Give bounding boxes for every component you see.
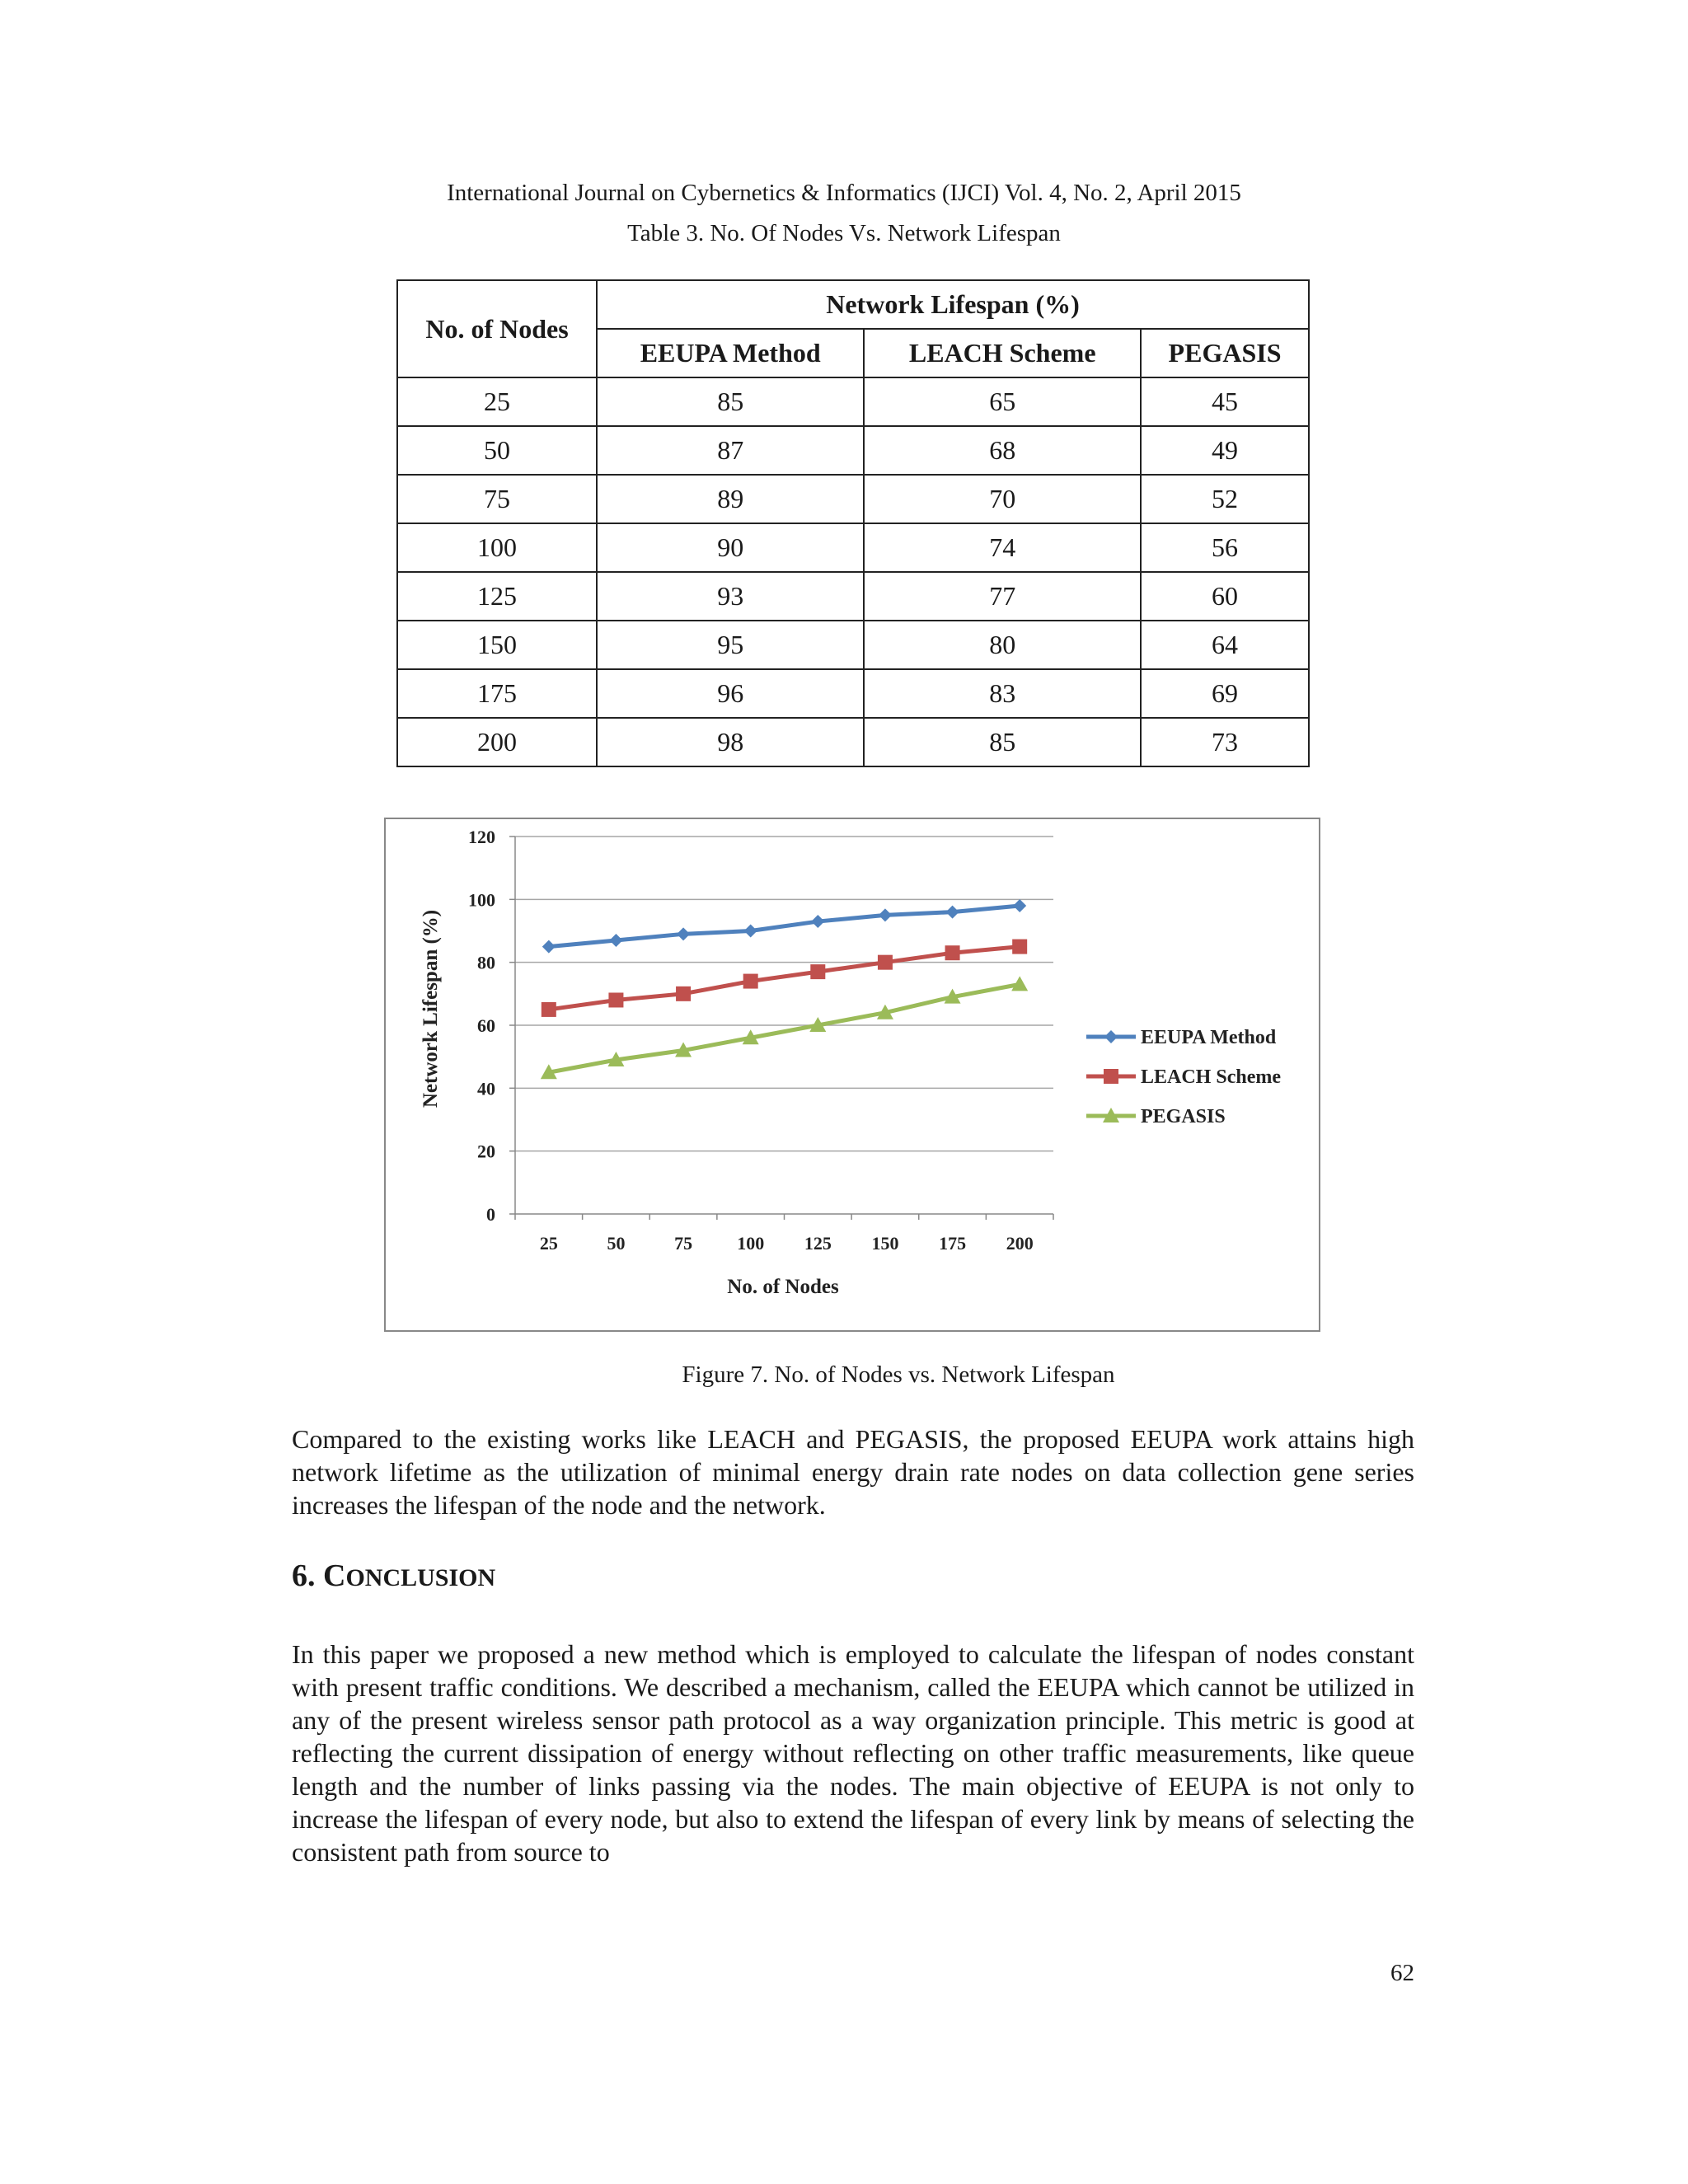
y-tick-label: 20 — [477, 1141, 495, 1162]
table-cell: 83 — [864, 669, 1141, 718]
table-row — [397, 572, 1309, 621]
legend-label: LEACH Scheme — [1141, 1066, 1281, 1088]
x-tick-label: 50 — [607, 1233, 626, 1254]
table-cell: 73 — [1141, 718, 1309, 766]
y-axis-label: Network Lifespan (%) — [420, 909, 442, 1108]
y-tick-label: 60 — [477, 1015, 495, 1036]
table-cell: 85 — [864, 718, 1141, 766]
data-point — [744, 925, 757, 938]
table-cell: 50 — [397, 426, 597, 475]
data-point — [542, 1002, 556, 1017]
table-row — [397, 523, 1309, 572]
data-point — [542, 940, 556, 954]
table-row — [397, 621, 1309, 669]
legend-item — [1086, 1027, 1277, 1048]
x-tick-label: 75 — [674, 1233, 693, 1254]
table-row — [397, 377, 1309, 426]
chart-figure — [384, 818, 1320, 1332]
table-row — [397, 475, 1309, 523]
legend-label: PEGASIS — [1141, 1106, 1226, 1127]
section-heading-number: 6. C — [292, 1558, 346, 1593]
y-tick-label: 120 — [468, 827, 495, 847]
figure-caption: Figure 7. No. of Nodes vs. Network Lifespan — [682, 1361, 1115, 1388]
table-cell: 77 — [864, 572, 1141, 621]
section-heading-conclusion — [292, 1558, 495, 1594]
data-point — [945, 945, 960, 960]
body-paragraph-1: Compared to the existing works like LEACH and PEGASIS, the proposed EEUPA work attains high network lifetime as the utilization of minimal energy drain rate nodes on data collection gene series increases the lifespan of the node and the network. — [292, 1424, 1414, 1520]
group-header-lifespan: Network Lifespan (%) — [597, 280, 1309, 329]
x-tick-label: 25 — [539, 1233, 558, 1254]
data-point — [878, 955, 893, 970]
data-point — [676, 987, 691, 1001]
table-cell: 56 — [1141, 523, 1309, 572]
y-tick-label: 100 — [468, 889, 495, 911]
data-point — [743, 974, 758, 989]
journal-header: International Journal on Cybernetics & Informatics (IJCI) Vol. 4, No. 2, April 2015 — [447, 180, 1241, 206]
col-header-eeupa: EEUPA Method — [597, 329, 864, 377]
legend-item — [1086, 1106, 1226, 1127]
data-point — [810, 964, 825, 979]
y-tick-label: 40 — [477, 1078, 495, 1099]
table-row — [397, 669, 1309, 718]
table-cell: 175 — [397, 669, 597, 718]
x-tick-label: 175 — [939, 1233, 967, 1254]
table-row — [397, 718, 1309, 766]
data-point — [946, 906, 959, 919]
table-cell: 80 — [864, 621, 1141, 669]
table-cell: 60 — [1141, 572, 1309, 621]
table-cell: 68 — [864, 426, 1141, 475]
col-header-nodes: No. of Nodes — [397, 280, 597, 377]
data-point — [879, 908, 892, 921]
x-tick-label: 200 — [1006, 1233, 1034, 1254]
table-cell: 200 — [397, 718, 597, 766]
table-cell: 96 — [597, 669, 864, 718]
lifespan-table — [396, 279, 1310, 767]
table-caption: Table 3. No. Of Nodes Vs. Network Lifespan — [627, 220, 1061, 246]
table-cell: 45 — [1141, 377, 1309, 426]
table-cell: 89 — [597, 475, 864, 523]
x-tick-label: 150 — [871, 1233, 899, 1254]
legend-label: EEUPA Method — [1141, 1027, 1277, 1048]
table-cell: 93 — [597, 572, 864, 621]
table-cell: 25 — [397, 377, 597, 426]
table-cell: 87 — [597, 426, 864, 475]
data-point — [608, 992, 623, 1007]
table-cell: 74 — [864, 523, 1141, 572]
table-cell: 75 — [397, 475, 597, 523]
data-point — [677, 927, 690, 940]
y-tick-label: 0 — [486, 1204, 495, 1225]
legend-marker — [1104, 1030, 1118, 1043]
table-cell: 125 — [397, 572, 597, 621]
table-cell: 49 — [1141, 426, 1309, 475]
section-heading-rest: ONCLUSION — [345, 1564, 496, 1591]
table-cell: 85 — [597, 377, 864, 426]
col-header-pegasis: PEGASIS — [1141, 329, 1309, 377]
table-cell: 65 — [864, 377, 1141, 426]
x-tick-label: 100 — [737, 1233, 765, 1254]
page-number: 62 — [1390, 1960, 1414, 1986]
legend-marker — [1104, 1069, 1118, 1084]
table-row — [397, 426, 1309, 475]
table-cell: 90 — [597, 523, 864, 572]
table-cell: 100 — [397, 523, 597, 572]
x-tick-label: 125 — [804, 1233, 832, 1254]
table-cell: 70 — [864, 475, 1141, 523]
line-chart — [386, 819, 1319, 1330]
body-paragraph-2: In this paper we proposed a new method which is employed to calculate the lifespan of nodes constant with present traffic conditions. We described a mechanism, called the EEUPA which cannot be utilized in any of the present wireless sensor path protocol as a way organization principle. This metric is good at reflecting the current dissipation of energy without reflecting on other traffic measurements, like queue length and the number of links passing via the nodes. The main objective of EEUPA is not only to increase the lifespan of every node, but also to extend the lifespan of every link by means of selecting the consistent path from source to — [292, 1639, 1414, 1867]
x-axis-label: No. of Nodes — [727, 1276, 839, 1298]
legend-item — [1086, 1066, 1281, 1088]
data-point — [1012, 940, 1027, 954]
table-cell: 52 — [1141, 475, 1309, 523]
table-cell: 69 — [1141, 669, 1309, 718]
data-point — [609, 934, 622, 947]
table-cell: 98 — [597, 718, 864, 766]
data-point — [811, 915, 824, 928]
y-tick-label: 80 — [477, 952, 495, 973]
table-cell: 150 — [397, 621, 597, 669]
table-cell: 64 — [1141, 621, 1309, 669]
col-header-leach: LEACH Scheme — [864, 329, 1141, 377]
data-point — [1013, 899, 1026, 912]
table-cell: 95 — [597, 621, 864, 669]
